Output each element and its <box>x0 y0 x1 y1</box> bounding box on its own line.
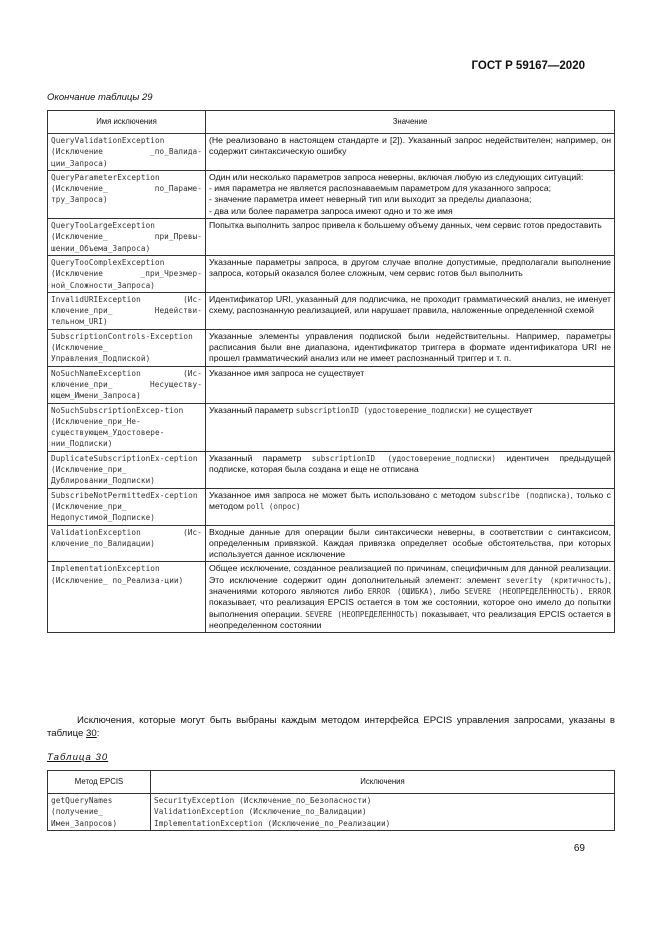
value-code: SEVERE (НЕОПРЕДЕЛЕННОСТЬ). <box>464 586 584 596</box>
column-header-value: Значение <box>206 111 615 134</box>
table-row <box>48 366 615 403</box>
table-29-caption: Окончание таблицы 29 <box>47 92 153 103</box>
table-row <box>48 794 615 831</box>
table-row <box>48 255 615 292</box>
value-text: , только с методом <box>209 489 611 511</box>
exception-name: InvalidURIException (Ис-ключение_при_ Недействи-тельном_URI) <box>48 292 206 329</box>
exception-list <box>151 794 615 831</box>
value-text: идентичен предыдущей подписке, которая была создана и еще не отписана <box>209 452 611 475</box>
table-header-row <box>48 771 615 794</box>
value-code: severity (критичность) <box>506 575 609 585</box>
table-row <box>48 170 615 218</box>
page-number: 69 <box>573 843 585 854</box>
table-row <box>48 562 615 633</box>
value-text: Общее исключение, созданное реализацией по причинам, специфичным для данной реализации. Это исключение содержит один дополнительный элемент: элемент <box>209 563 611 585</box>
list-item: ValidationException (Исключение_по_Валидации) <box>154 807 367 817</box>
exception-value: Идентификатор URI, указанный для подписчика, не проходит грамматический анализ, не именует схему, распознанную реализацией, или нарушает правила, наложенные определенной схемой <box>206 292 615 329</box>
table-reference-link[interactable]: 30 <box>86 728 97 739</box>
exception-value: Указанные элементы управления подпиской были недействительны. Например, параметры расписания были вне диапазона, идентификатор триггера в формате идентификатора URI не прошел грамматический анализ или не имеет распознанный триггер и т. п. <box>206 329 615 366</box>
column-header-name: Имя исключения <box>48 111 206 134</box>
exception-value <box>206 562 615 633</box>
exception-name: ImplementationException (Исключение_ по_Реализа-ции) <box>48 562 206 633</box>
table-row <box>48 525 615 562</box>
paragraph-text: : <box>96 728 100 739</box>
table-29 <box>47 110 615 633</box>
list-item: SecurityException (Исключение_по_Безопасности) <box>154 796 372 805</box>
list-item: ImplementationException (Исключение_по_Реализации) <box>154 818 391 828</box>
exception-value: Указанное имя запроса не существует <box>206 366 615 403</box>
value-code: poll (опрос) <box>246 501 301 511</box>
method-name: getQueryNames (получение_ Имен_Запросов) <box>48 794 151 831</box>
table-row <box>48 219 615 256</box>
exception-value: (Не реализовано в настоящем стандарте и [2]). Указанный запрос недействителен; например, он содержит синтаксическую ошибку <box>206 134 615 171</box>
table-30 <box>47 770 615 831</box>
exception-name: NoSuchSubscriptionExcep-tion (Исключение_при_Не-существующем_Удостовере-нии_Подписки) <box>48 403 206 451</box>
exception-value: Входные данные для операции были синтаксически неверны, в соответствии с синтаксисом, определенным привязкой. Каждая привязка определяет особые обстоятельства, при которых используется данное исключение <box>206 525 615 562</box>
value-code: subscribe (подписка) <box>479 490 571 500</box>
exception-value: Указанные параметры запроса, в другом случае вполне допустимые, предполагали выполнение запроса, который оказался более сложным, чем сервис готов был выполнить <box>206 255 615 292</box>
value-text: показывает, что реализация EPCIS остается в том же состоянии, которое оно имело до попытки выполнения операции. <box>209 597 611 619</box>
body-paragraph <box>47 714 615 740</box>
column-header-exceptions: Исключения <box>151 771 615 794</box>
exception-name: NoSuchNameException (Ис-ключение_при_ Несуществу-ющем_Имени_Запроса) <box>48 366 206 403</box>
column-header-method: Метод EPCIS <box>48 771 151 794</box>
value-code: ERROR (ОШИБКА) <box>367 586 434 596</box>
value-text: Указанный параметр <box>209 404 294 415</box>
table-header-row <box>48 111 615 134</box>
value-code: ERROR <box>588 586 611 596</box>
exception-name: QueryTooLargeException (Исключение_ при_Превы-шении_Объема_Запроса) <box>48 219 206 256</box>
exception-value <box>206 403 615 451</box>
value-text: Указанный параметр <box>209 452 302 463</box>
exception-name: QueryValidationException (Исключение _по_Валида-ции_Запроса) <box>48 134 206 171</box>
value-text: не существует <box>474 404 533 415</box>
table-30-caption: Таблица 30 <box>47 752 109 763</box>
value-code: subscriptionID (удостоверение_подписки) <box>311 453 496 463</box>
exception-value: Один или несколько параметров запроса неверны, включая любую из следующих ситуаций: - имя параметра не является распознаваемым параметром для указанного запроса; - значение параметра имеет неверный тип или выходит за пределы диапазона; - два или более параметра запроса имеют одно и то же имя <box>206 170 615 218</box>
exception-value <box>206 451 615 488</box>
table-row <box>48 329 615 366</box>
exception-name: QueryTooComplexException (Исключение _при_Чрезмер-ной_Сложности_Запроса) <box>48 255 206 292</box>
table-row <box>48 403 615 451</box>
exception-name: ValidationException (Ис-ключение_по_Валидации) <box>48 525 206 562</box>
value-text: Указанное имя запроса не может быть использовано с методом <box>209 489 476 500</box>
value-text: показывает, что реализация EPCIS остается в неопределенном состоянии <box>209 608 611 630</box>
exception-name: SubscribeNotPermittedEx-ception (Исключение_при_ Недопустимой_Подписке) <box>48 488 206 525</box>
paragraph-text: Исключения, которые могут быть выбраны каждым методом интерфейса EPCIS управления запросами, указаны в таблице <box>47 715 615 739</box>
exception-name: QueryParameterException (Исключение_ по_Параме-тру_Запроса) <box>48 170 206 218</box>
value-code: subscriptionID (удостоверение_подписки) <box>295 405 472 415</box>
table-row <box>48 451 615 488</box>
exception-value: Попытка выполнить запрос привела к большему объему данных, чем сервис готов предоставить <box>206 219 615 256</box>
table-row <box>48 134 615 171</box>
exception-value <box>206 488 615 525</box>
value-text: , значениями которого являются либо <box>209 574 611 596</box>
value-text: , либо <box>433 585 460 596</box>
table-row <box>48 488 615 525</box>
value-code: SEVERE (НЕОПРЕДЕЛЕННОСТЬ) <box>305 609 419 619</box>
table-row <box>48 292 615 329</box>
standard-header: ГОСТ Р 59167—2020 <box>471 60 585 72</box>
exception-name: SubscriptionControls-Exception (Исключение_ Управления_Подпиской) <box>48 329 206 366</box>
exception-name: DuplicateSubscriptionEx-ception (Исключение_при_ Дублировании_Подписки) <box>48 451 206 488</box>
